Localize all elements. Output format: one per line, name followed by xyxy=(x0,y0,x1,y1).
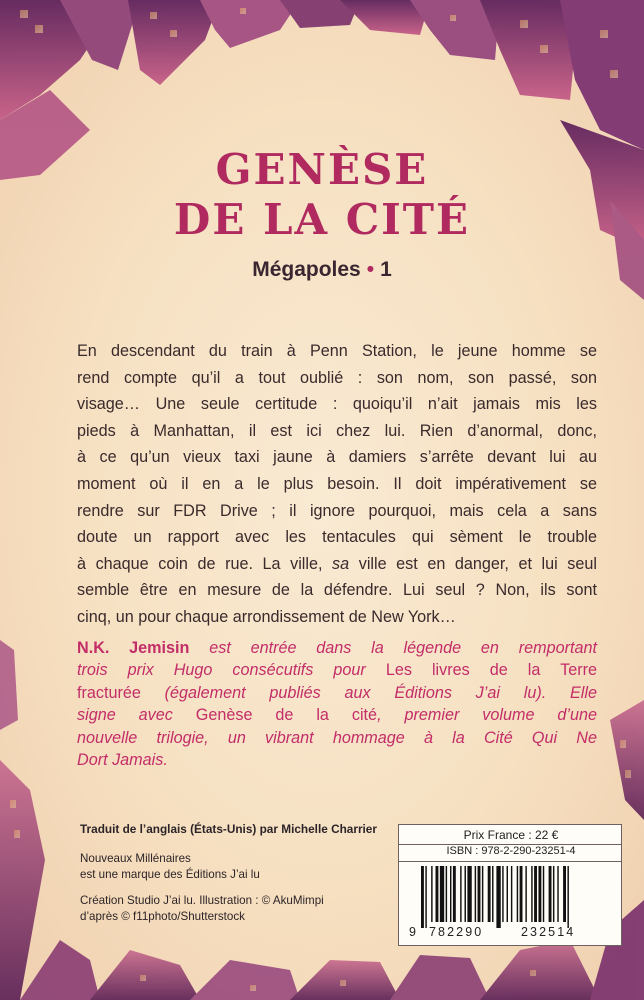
bio-line xyxy=(77,637,597,659)
barcode-bar xyxy=(507,866,508,922)
barcode-bar xyxy=(425,866,426,928)
imprint-credit xyxy=(80,851,260,882)
barcode-bar xyxy=(534,866,537,922)
barcode-bar xyxy=(496,866,500,928)
bio-text: , premier volume d’une xyxy=(377,706,598,725)
series-separator: • xyxy=(366,258,375,281)
imprint-line-2: est une marque des Éditions J’ai lu xyxy=(80,867,260,881)
synopsis-line: En descendant du train à Penn Station, le jeune homme se xyxy=(77,342,597,360)
imprint-line-1: Nouveaux Millénaires xyxy=(80,852,191,865)
barcode-bar xyxy=(563,866,566,922)
barcode-bar xyxy=(557,866,558,922)
barcode-bar xyxy=(482,866,483,922)
bio-line: Dort Jamais. xyxy=(77,751,168,770)
synopsis-line: visage… Une seule certitude : quoiqu’il n’ait jamais mis les xyxy=(77,395,597,414)
bio-text: trois prix Hugo consécutifs pour xyxy=(77,661,386,680)
synopsis-text: ville est en danger, et lui seul xyxy=(349,554,597,573)
bio-line: nouvelle trilogie, un vibrant hommage à la Cité Qui Ne xyxy=(77,728,597,747)
series-name: Mégapoles xyxy=(252,258,361,281)
barcode-bar xyxy=(453,866,456,922)
illustration-line-2: d’après © f11photo/Shutterstock xyxy=(80,909,245,923)
synopsis-line: pieds à Manhattan, il est ici chez lui. Rien d’anormal, donc, xyxy=(77,421,597,440)
synopsis-line: semble être en mesure de la défendre. Lui seul ? Non, ils sont xyxy=(77,581,597,600)
barcode-bar xyxy=(511,866,512,922)
barcode-bar xyxy=(431,866,432,922)
barcode-bar xyxy=(543,866,544,922)
synopsis-line: rendre sur FDR Drive ; il ignore pourquoi, mais cela a sans xyxy=(77,501,597,520)
barcode-bar xyxy=(488,866,491,922)
barcode-bar xyxy=(440,866,444,922)
bio-series-title: fracturée xyxy=(77,683,141,702)
barcode-bar xyxy=(460,866,461,922)
barcode-bar xyxy=(467,866,471,922)
bio-line xyxy=(77,682,597,704)
synopsis-line: rend compte qu’il a tout oublié : son nom, son passé, son xyxy=(77,368,597,387)
barcode-bar xyxy=(465,866,466,922)
series-label xyxy=(0,258,644,282)
bio-text: (également publiés aux Éditions J’ai lu). Elle xyxy=(140,683,597,702)
illustration-line-1: Création Studio J’ai lu. Illustration : © AkuMimpi xyxy=(80,894,324,907)
synopsis-line xyxy=(77,551,597,578)
synopsis-line: doute un rapport avec les tentacules qui sèment le trouble xyxy=(77,528,597,547)
author-name: N.K. Jemisin xyxy=(77,639,190,657)
bio-book-title: Genèse de la cité xyxy=(195,706,378,725)
barcode-digit-lead: 9 xyxy=(409,925,419,939)
barcode-bar xyxy=(450,866,451,922)
synopsis-line: à ce qu’un vieux taxi jaune à damiers s’arrête devant lui au xyxy=(77,448,597,467)
bio-series-title: Les livres de la Terre xyxy=(385,661,597,680)
barcode-bar xyxy=(436,866,439,922)
barcode-digits-left: 782290 xyxy=(429,925,484,939)
barcode-bar xyxy=(525,866,526,922)
synopsis-text: à chaque coin de rue. La ville, xyxy=(77,554,333,573)
barcode-bar xyxy=(478,866,481,922)
synopsis-paragraph xyxy=(77,338,597,631)
bio-text: signe avec xyxy=(77,706,196,725)
barcode-bar xyxy=(492,866,493,922)
series-number: 1 xyxy=(380,258,392,281)
illustration-credit xyxy=(80,893,324,924)
price-label: Prix France : 22 € xyxy=(463,828,559,842)
translator-credit: Traduit de l’anglais (États-Unis) par Michelle Charrier xyxy=(80,822,377,836)
bio-text: est entrée dans la légende en remportant xyxy=(189,639,597,657)
barcode-bar xyxy=(553,866,554,922)
divider xyxy=(399,861,621,862)
price-barcode-box xyxy=(398,824,622,946)
bio-line xyxy=(77,659,597,681)
synopsis-line: cinq, un pour chaque arrondissement de New York… xyxy=(77,607,456,626)
synopsis-line: moment où il en a le plus besoin. Il doit impérativement se xyxy=(77,474,597,493)
barcode-bar xyxy=(475,866,476,922)
barcode-digits xyxy=(399,925,623,943)
book-title-line-2: DE LA CITÉ xyxy=(173,195,471,244)
barcode-bar xyxy=(520,866,523,922)
barcode-bar xyxy=(549,866,552,922)
barcode-digits-right: 232514 xyxy=(521,925,576,939)
bio-line xyxy=(77,704,597,726)
isbn-label: ISBN : 978-2-290-23251-4 xyxy=(446,845,576,857)
barcode xyxy=(417,866,617,928)
book-title-line-1: GENÈSE xyxy=(215,145,429,194)
barcode-bar xyxy=(502,866,503,922)
barcode-bar xyxy=(538,866,541,922)
synopsis-italic: sa xyxy=(332,554,350,573)
barcode-bar xyxy=(517,866,518,922)
barcode-bar xyxy=(567,866,568,928)
barcode-bar xyxy=(446,866,447,922)
author-bio-paragraph xyxy=(77,637,597,771)
barcode-bar xyxy=(531,866,532,922)
barcode-bar xyxy=(421,866,424,928)
